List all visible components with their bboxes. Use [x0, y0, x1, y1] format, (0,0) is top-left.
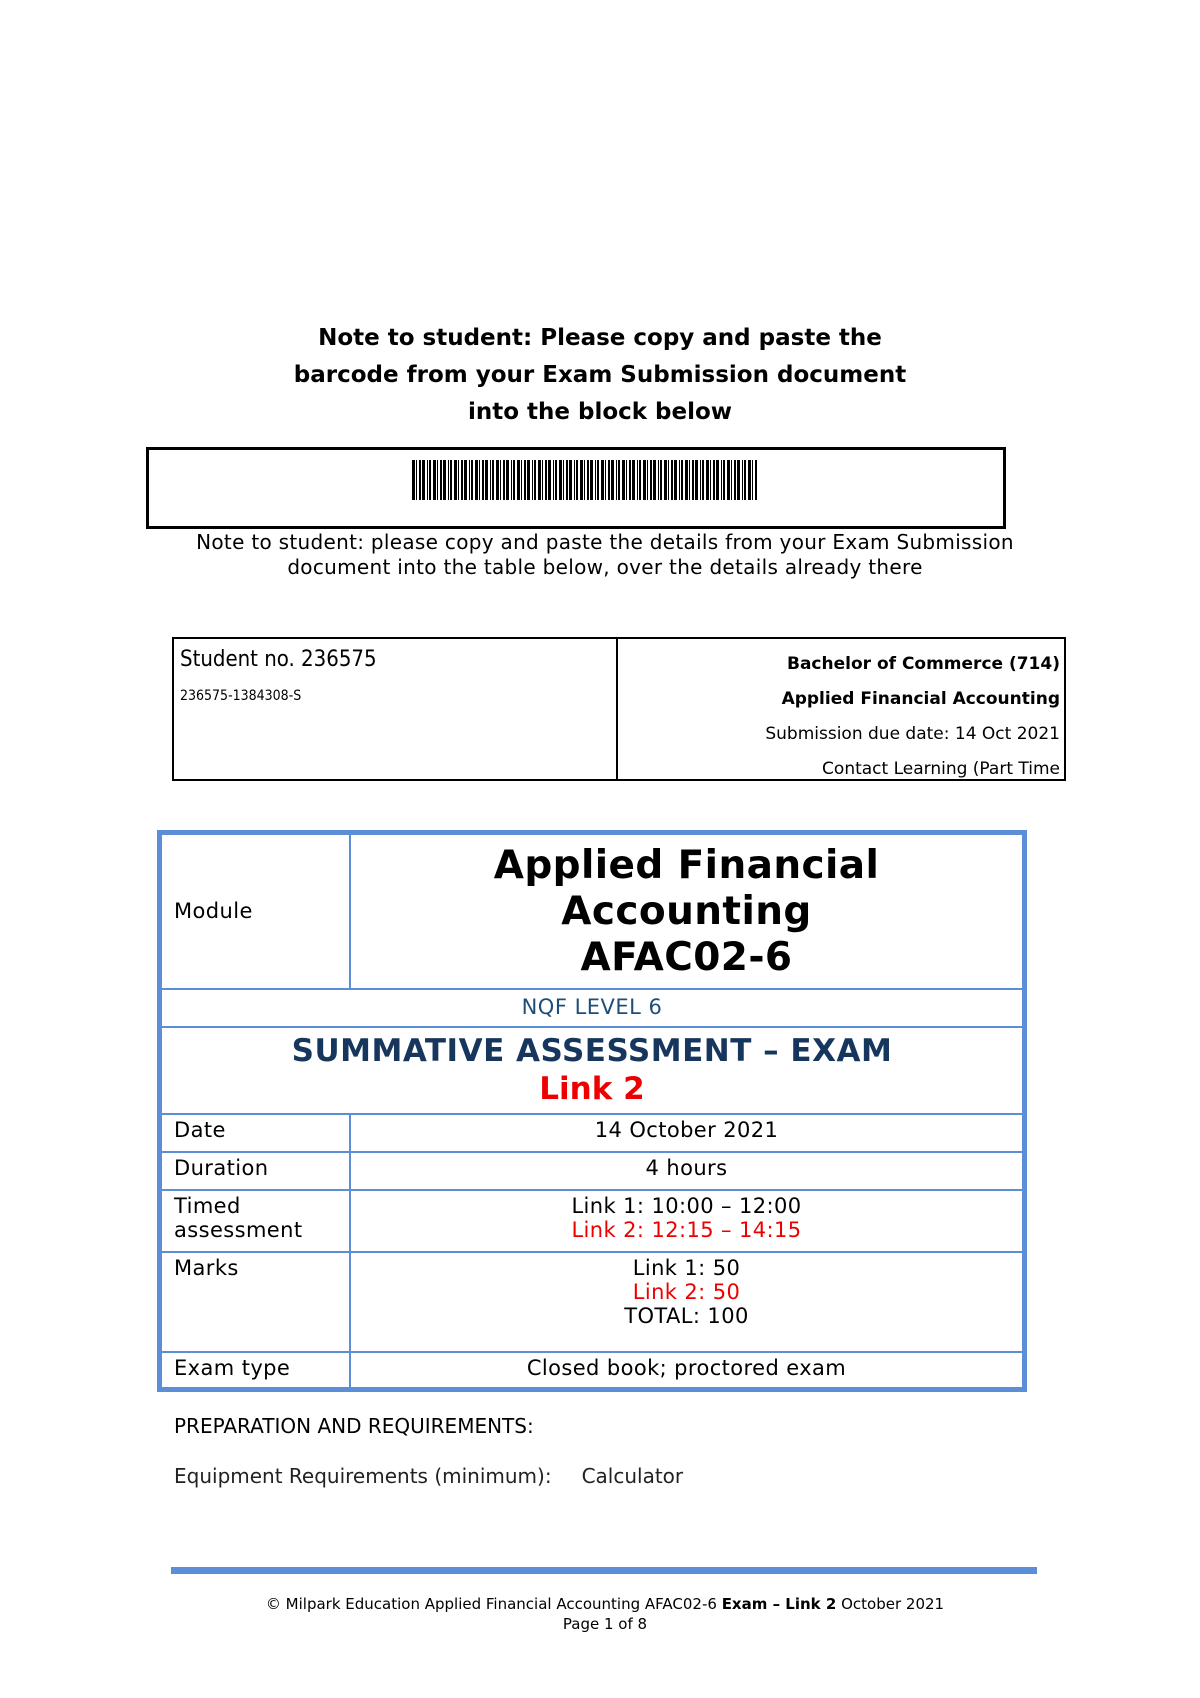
barcode-image — [412, 460, 760, 500]
equipment-value: Calculator — [581, 1464, 684, 1488]
marks-link-2: Link 2: 50 — [632, 1280, 741, 1304]
module-name: Applied Financial Accounting — [781, 689, 1060, 709]
date-label: Date — [162, 1115, 351, 1151]
footer-copyright: © Milpark Education Applied Financial Accounting AFAC02-6 — [265, 1595, 717, 1613]
marks-label: Marks — [162, 1253, 351, 1351]
module-label: Module — [162, 835, 351, 988]
footer-copyright-line — [170, 1594, 1040, 1614]
module-title-line-2: Accounting — [561, 889, 812, 934]
module-code: AFAC02-6 — [580, 935, 793, 980]
nqf-row — [162, 990, 1022, 1028]
module-title-line-1: Applied Financial — [493, 843, 880, 888]
module-title — [351, 835, 1022, 988]
student-reference: 236575-1384308-S — [180, 688, 302, 704]
date-value: 14 October 2021 — [594, 1118, 779, 1142]
duration-row — [162, 1153, 1022, 1191]
page-footer — [170, 1594, 1040, 1634]
timed-link-1: Link 1: 10:00 – 12:00 — [571, 1194, 802, 1218]
barcode-instruction-line-3: into the block below — [467, 399, 733, 425]
marks-total: TOTAL: 100 — [624, 1304, 749, 1328]
marks-row — [162, 1253, 1022, 1353]
timed-link-2: Link 2: 12:15 – 14:15 — [571, 1218, 802, 1242]
duration-value: 4 hours — [645, 1156, 728, 1180]
timed-value — [351, 1191, 1022, 1251]
duration-label: Duration — [162, 1153, 351, 1189]
marks-value — [351, 1253, 1022, 1351]
student-details-table — [172, 637, 1066, 781]
timed-label: Timed assessment — [162, 1191, 351, 1251]
programme-cell — [618, 639, 1064, 779]
equipment-requirements — [174, 1464, 683, 1488]
assessment-link: Link 2 — [539, 1071, 645, 1107]
exam-type-row — [162, 1353, 1022, 1389]
student-id-cell — [174, 639, 618, 779]
footer-divider — [171, 1567, 1037, 1574]
exam-details-table — [157, 830, 1027, 1392]
student-number: Student no. 236575 — [180, 647, 377, 672]
module-row — [162, 835, 1022, 990]
programme-name: Bachelor of Commerce (714) — [787, 654, 1060, 674]
barcode-block — [146, 447, 1006, 529]
equipment-label: Equipment Requirements (minimum): — [174, 1464, 552, 1488]
study-mode: Contact Learning (Part Time — [822, 759, 1060, 779]
submission-due-date: Submission due date: 14 Oct 2021 — [765, 724, 1060, 744]
footer-exam-link: Exam – Link 2 — [721, 1595, 837, 1613]
details-instruction: Note to student: please copy and paste the details from your Exam Submission document into the table below, over the details already there — [196, 530, 1014, 579]
exam-type-label: Exam type — [162, 1353, 351, 1389]
preparation-heading: PREPARATION AND REQUIREMENTS: — [174, 1414, 534, 1438]
assessment-heading — [162, 1032, 1022, 1108]
assessment-title: SUMMATIVE ASSESSMENT – EXAM — [291, 1033, 893, 1069]
date-row — [162, 1115, 1022, 1153]
barcode-instruction — [200, 320, 1000, 431]
timed-row — [162, 1191, 1022, 1253]
barcode-instruction-line-2: barcode from your Exam Submission document — [293, 362, 907, 388]
assessment-row — [162, 1028, 1022, 1115]
footer-month: October 2021 — [841, 1595, 945, 1613]
footer-page-number: Page 1 of 8 — [562, 1615, 648, 1633]
barcode-instruction-line-1: Note to student: Please copy and paste the — [318, 325, 882, 351]
exam-type-value: Closed book; proctored exam — [526, 1356, 847, 1380]
nqf-level: NQF LEVEL 6 — [521, 995, 663, 1019]
marks-link-1: Link 1: 50 — [632, 1256, 741, 1280]
